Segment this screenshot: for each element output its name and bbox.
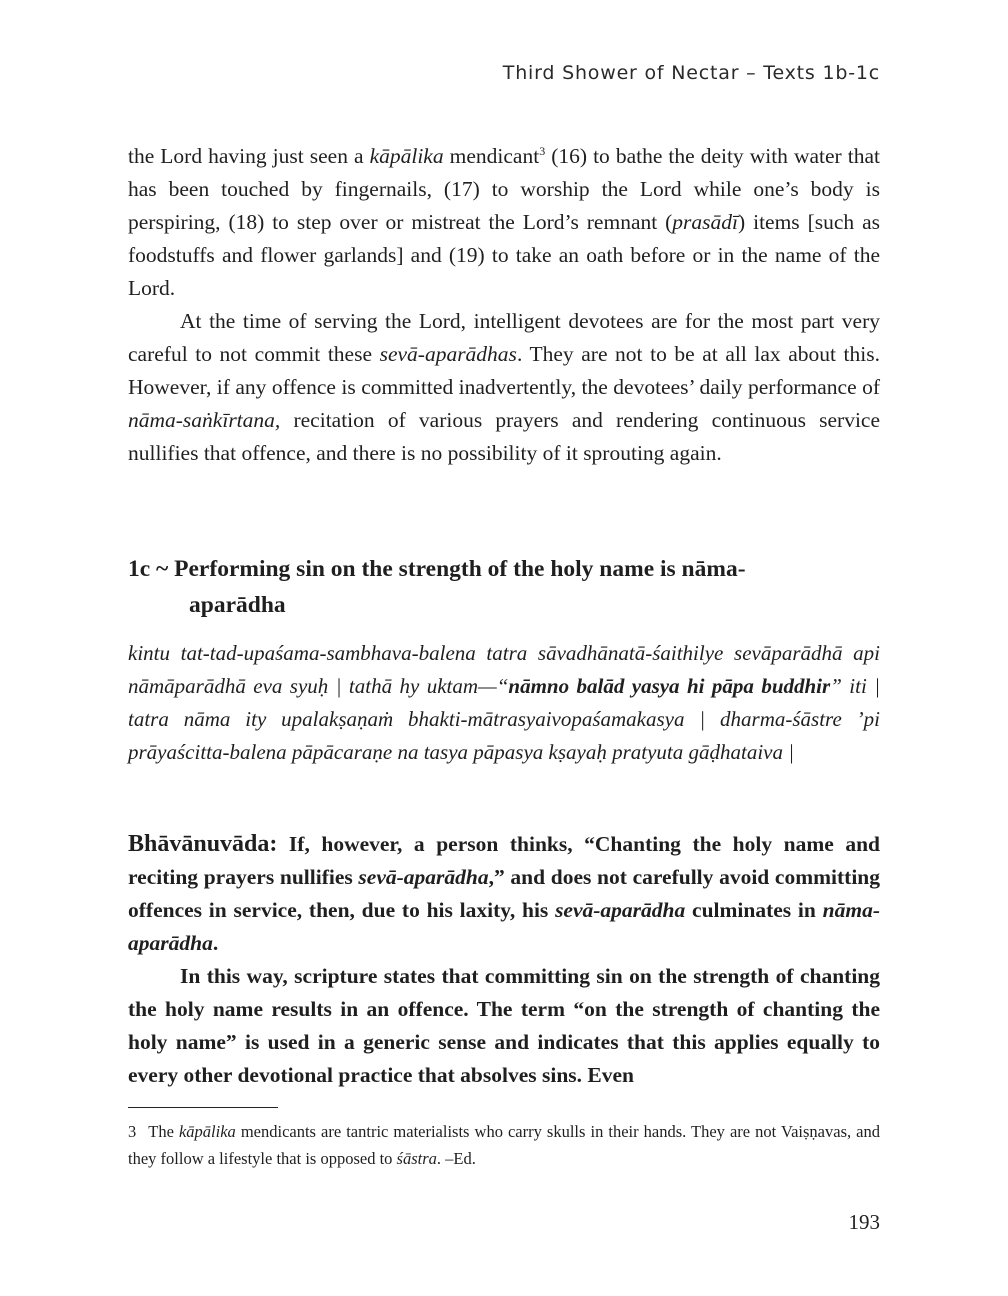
commentary xyxy=(128,828,880,1092)
running-head: Third Shower of Nectar – Texts 1b-1c xyxy=(502,62,880,84)
section-heading-line2: aparādha xyxy=(189,592,286,618)
paragraph-careful-devotees: At the time of serving the Lord, intelligent devotees are for the most part very careful to not commit these sevā-aparādhas. They are not to be at all lax about this. However, if any offence is committed inadvertently, the devotees’ daily performance of nāma-saṅkīrtana, recitation of various prayers and rendering continuous service nullifies that offence, and there is no possibility of it sprouting again. xyxy=(128,309,880,465)
footnote: 3 The kāpālika mendicants are tantric materialists who carry skulls in their hands. They are not Vaiṣṇavas, and they follow a lifestyle that is opposed to śāstra. –Ed. xyxy=(128,1122,880,1168)
commentary-paragraph-2: In this way, scripture states that committing sin on the strength of chanting the holy name results in an offence. The term “on the strength of chanting the holy name” is used in a generic sense and indicates that this applies equally to every other devotional practice that absolves sins. Even xyxy=(128,964,880,1087)
paragraph-offences-list: the Lord having just seen a kāpālika mendicant$^3$ (16) to bathe the deity with water that has been touched by fingernails, (17) to worship the Lord while one’s body is perspiring, (18) to step over or mistreat the Lord’s remnant (prasādī) items [such as foodstuffs and flower garlands] and (19) to take an oath before or in the name of the Lord. xyxy=(128,144,880,300)
footnote-reference[interactable]: 3 xyxy=(539,144,546,158)
section-heading-line1: 1c ~ Performing sin on the strength of the holy name is nāma- xyxy=(128,556,746,582)
section-heading xyxy=(128,551,880,623)
sanskrit-verse: kintu tat-tad-upaśama-sambhava-balena tatra sāvadhānatā-śaithilye sevāparādhā api nāmāparādhā eva syuḥ | tathā hy uktam—“nāmno balād yasya hi pāpa buddhir” iti | tatra nāma ity upalakṣaṇaṁ bhakti-mātrasyaivopaśamakasya | dharma-śāstre ’pi prāyaścitta-balena pāpācaraṇe na tasya pāpasya kṣayaḥ pratyuta gāḍhataiva | xyxy=(128,641,880,764)
footnote-divider xyxy=(128,1107,278,1108)
body-text xyxy=(128,140,880,470)
footnote-number: 3 xyxy=(128,1122,137,1141)
page-number: 193 xyxy=(848,1210,880,1234)
commentary-label: Bhāvānuvāda: xyxy=(128,831,278,857)
commentary-paragraph-1: Bhāvānuvāda: If, however, a person thinks, “Chanting the holy name and reciting prayers nullifies sevā-aparādha,” and does not carefully avoid committing offences in service, then, due to his laxity, his sevā-aparādha culminates in nāma-aparādha. xyxy=(128,831,881,955)
verse-quote: nāmno balād yasya hi pāpa buddhir xyxy=(508,674,831,698)
